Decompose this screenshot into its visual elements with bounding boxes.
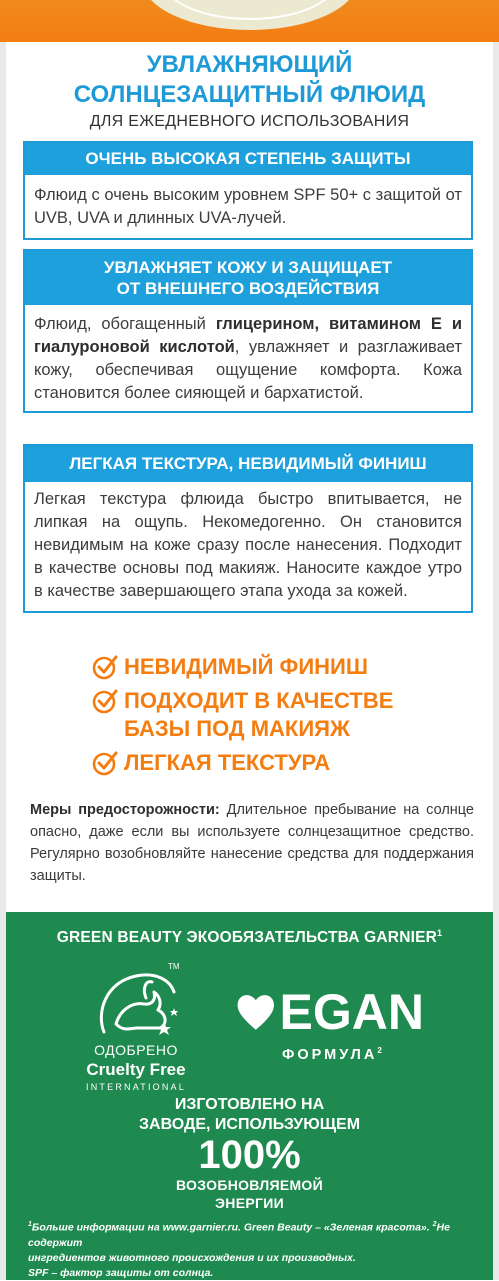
- benefit-text: [124, 653, 368, 681]
- footnote-text1-tail: Не содержит: [28, 1221, 450, 1249]
- benefit-line1: ПОДХОДИТ В КАЧЕСТВЕ: [124, 688, 394, 713]
- panel-moisture-body-pre: Флюид, обогащенный: [34, 315, 216, 333]
- vegan-formula-label: [282, 1046, 442, 1063]
- panel-moisture-body-bold: глицерином, витамином Е и гиалуроновой кислотой: [34, 315, 462, 356]
- panel-protection-body: Флюид с очень высоким уровнем SPF 50+ с защитой от UVB, UVA и длинных UVA-лучей.: [34, 186, 462, 227]
- vegan-formula-text: ФОРМУЛА: [282, 1046, 378, 1063]
- benefits-list: [92, 653, 472, 783]
- benefit-line1: НЕВИДИМЫЙ ФИНИШ: [124, 654, 368, 679]
- benefit-item: [92, 687, 472, 743]
- benefit-item: [92, 653, 472, 681]
- green-beauty-title-sup: 1: [437, 928, 443, 938]
- vegan-word: EGAN: [279, 984, 424, 1040]
- check-circle-icon: [92, 654, 118, 680]
- product-subtitle: ДЛЯ ЕЖЕДНЕВНОГО ИСПОЛЬЗОВАНИЯ: [89, 113, 410, 130]
- footnote-sup1: 1: [28, 1221, 32, 1228]
- leaping-bunny-icon: [86, 962, 186, 1052]
- renewable-energy-intro: [6, 1095, 493, 1135]
- footnote-line3: SPF – фактор защиты от солнца.: [28, 1266, 214, 1279]
- green-beauty-title-text: GREEN BEAUTY ЭКООБЯЗАТЕЛЬСТВА GARNIER: [56, 929, 438, 947]
- panel-texture: [23, 444, 473, 613]
- footnote-line2: ингредиентов животного происхождения и их производных.: [28, 1251, 356, 1264]
- renewable-energy-label: [6, 1176, 493, 1212]
- cruelty-free-international: INTERNATIONAL: [86, 1082, 186, 1092]
- renewable-energy-line1: ВОЗОБНОВЛЯЕМОЙ: [176, 1177, 323, 1193]
- panel-moisture-body: [25, 305, 471, 411]
- panel-texture-heading: ЛЕГКАЯ ТЕКСТУРА, НЕВИДИМЫЙ ФИНИШ: [25, 446, 471, 482]
- panel-moisture-body-post: , увлажняет и разглаживает кожу, обеспечивая ощущение комфорта. Кожа становится более сияющей и бархатистой.: [34, 338, 462, 402]
- footnote-text1: Больше информации на www.garnier.ru. Green Beauty – «Зеленая красота».: [31, 1221, 433, 1234]
- green-beauty-section: [6, 912, 493, 1280]
- renewable-line2: ЗАВОДЕ, ИСПОЛЬЗУЮЩЕМ: [138, 1116, 361, 1133]
- check-circle-icon: [92, 688, 118, 714]
- product-title: [0, 50, 499, 110]
- approved-label: ОДОБРЕНО: [94, 1042, 178, 1058]
- caution-label: Меры предосторожности:: [30, 802, 220, 818]
- caution-body: Длительное пребывание на солнце опасно, даже если вы используете солнцезащитное средство. Регулярно возобновляйте нанесение средства для поддержания защиты.: [30, 802, 474, 884]
- panel-moisture: [23, 249, 473, 413]
- benefit-line2: БАЗЫ ПОД МАКИЯЖ: [124, 716, 350, 741]
- footnote-sup2: 2: [432, 1221, 437, 1228]
- trademark-mark: TM: [168, 962, 180, 971]
- footnote-line1: [28, 1217, 475, 1251]
- vegan-logo: [234, 982, 424, 1042]
- benefit-line1: ЛЕГКАЯ ТЕКСТУРА: [124, 750, 331, 775]
- vegan-formula-sup: 2: [377, 1046, 382, 1055]
- renewable-line1: ИЗГОТОВЛЕНО НА: [174, 1096, 325, 1113]
- panel-moisture-heading-line2: ОТ ВНЕШНЕГО ВОЗДЕЙСТВИЯ: [116, 279, 380, 298]
- panel-protection-heading: ОЧЕНЬ ВЫСОКАЯ СТЕПЕНЬ ЗАЩИТЫ: [25, 143, 471, 175]
- benefit-item: [92, 749, 472, 777]
- footnotes: [28, 1217, 475, 1281]
- check-circle-icon: [92, 750, 118, 776]
- benefit-text: [124, 687, 393, 743]
- heart-v-icon: [234, 990, 278, 1034]
- panel-protection: [23, 141, 473, 240]
- panel-moisture-heading: [25, 251, 471, 305]
- caution-text: [30, 799, 474, 887]
- green-beauty-title: [6, 928, 493, 947]
- product-title-line2: СОЛНЦЕЗАЩИТНЫЙ ФЛЮИД: [73, 81, 426, 108]
- panel-moisture-heading-line1: УВЛАЖНЯЕТ КОЖУ И ЗАЩИЩАЕТ: [103, 258, 393, 277]
- renewable-percent: 100%: [198, 1133, 301, 1177]
- panel-texture-body: Легкая текстура флюида быстро впитывается, не липкая на ощупь. Некомедогенно. Он становится невидимым на коже сразу после нанесения. Подходит в качестве основы под макияж. Наносите каждое утро в качестве завершающего этапа ухода за кожей.: [34, 490, 462, 600]
- cruelty-free-title: Cruelty Free: [86, 1060, 186, 1079]
- benefit-text: [124, 749, 330, 777]
- package-edge-right: [493, 0, 499, 1280]
- product-title-line1: УВЛАЖНЯЮЩИЙ: [146, 51, 353, 78]
- renewable-energy-line2: ЭНЕРГИИ: [215, 1195, 284, 1211]
